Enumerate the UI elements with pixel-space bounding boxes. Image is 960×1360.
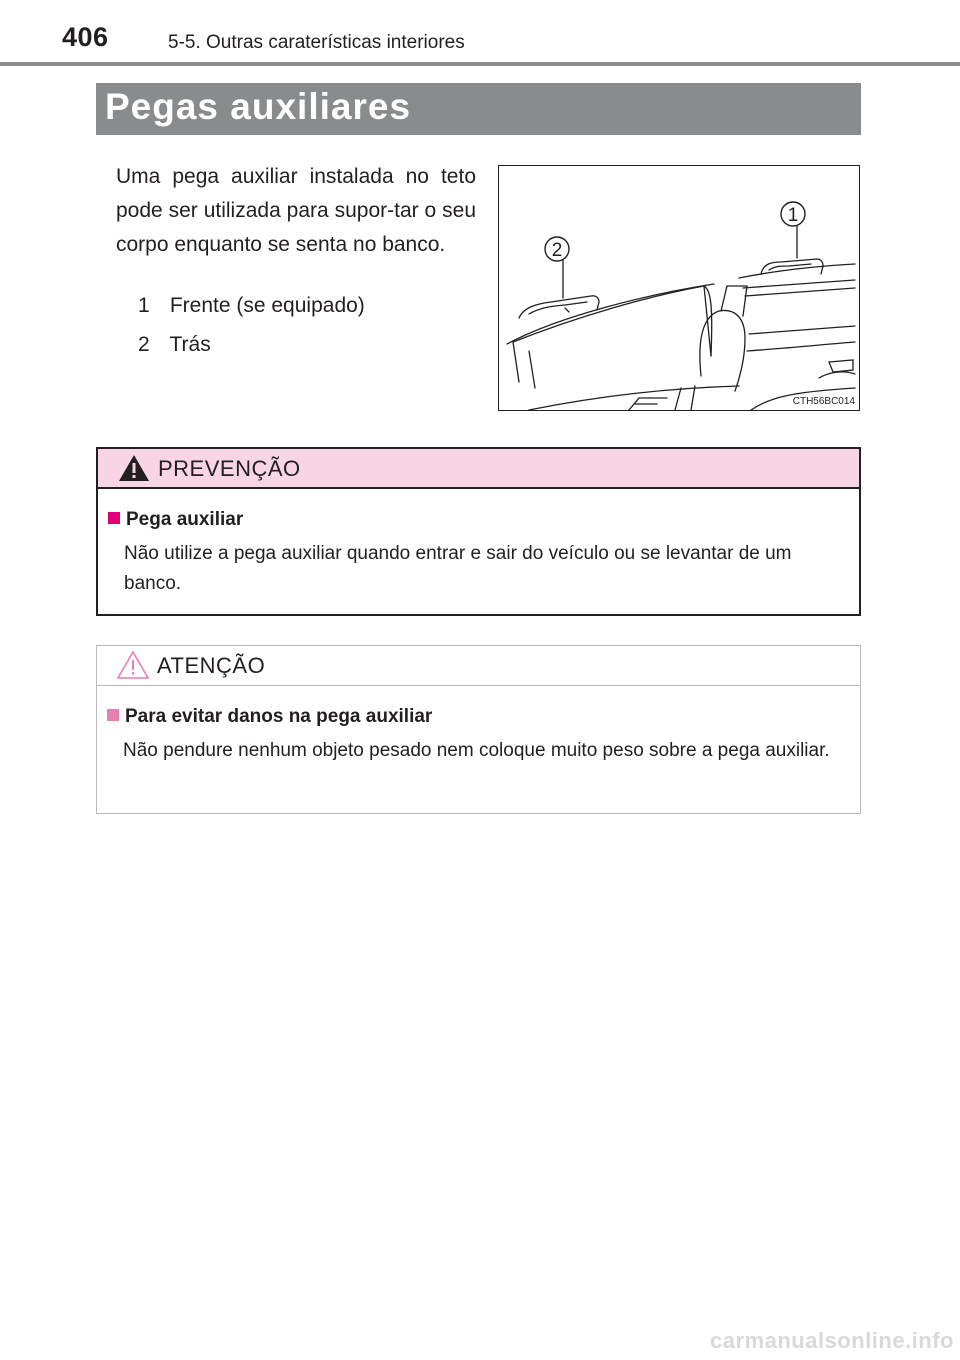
legend-number-2: 2 [138, 333, 150, 356]
vehicle-interior-drawing [499, 166, 861, 412]
watermark: carmanualsonline.info [710, 1328, 954, 1353]
warning-box [96, 447, 861, 616]
bullet-square-icon [107, 709, 119, 721]
warning-header [98, 449, 859, 489]
warning-triangle-icon [117, 453, 151, 483]
warning-subheading-row [108, 509, 243, 531]
assist-grip-illustration [498, 165, 860, 411]
intro-paragraph: Uma pega auxiliar instalada no teto pode ser utilizada para supor-tar o seu corpo enquanto se senta no banco. [116, 165, 476, 256]
legend-label-1: Frente (se equipado) [169, 294, 365, 317]
figure-code: CTH56BC014 [792, 396, 855, 407]
callout-1: 1 [787, 205, 799, 226]
notice-subheading-row [107, 706, 432, 728]
notice-header [97, 646, 860, 686]
warning-heading: PREVENÇÃO [158, 456, 301, 481]
legend-item-rear [138, 333, 211, 357]
bullet-square-icon [108, 512, 120, 524]
legend-item-front [138, 294, 365, 318]
caution-triangle-icon [116, 650, 150, 680]
warning-body: Não utilize a pega auxiliar quando entrar e sair do veículo ou se levantar de um banco. [124, 543, 792, 594]
notice-heading: ATENÇÃO [157, 653, 266, 678]
notice-body: Não pendure nenhum objeto pesado nem coloque muito peso sobre a pega auxiliar. [123, 740, 830, 761]
legend-label-2: Trás [169, 333, 211, 356]
legend-number-1: 1 [138, 294, 150, 317]
title-bar [96, 83, 861, 135]
page-title: Pegas auxiliares [105, 86, 412, 127]
notice-box [96, 645, 861, 814]
running-header: 5-5. Outras caraterísticas interiores [168, 32, 465, 53]
callout-2: 2 [551, 240, 563, 261]
page-number: 406 [62, 22, 109, 52]
header-rule [0, 62, 960, 66]
notice-subheading: Para evitar danos na pega auxiliar [125, 706, 433, 727]
warning-subheading: Pega auxiliar [126, 509, 244, 530]
